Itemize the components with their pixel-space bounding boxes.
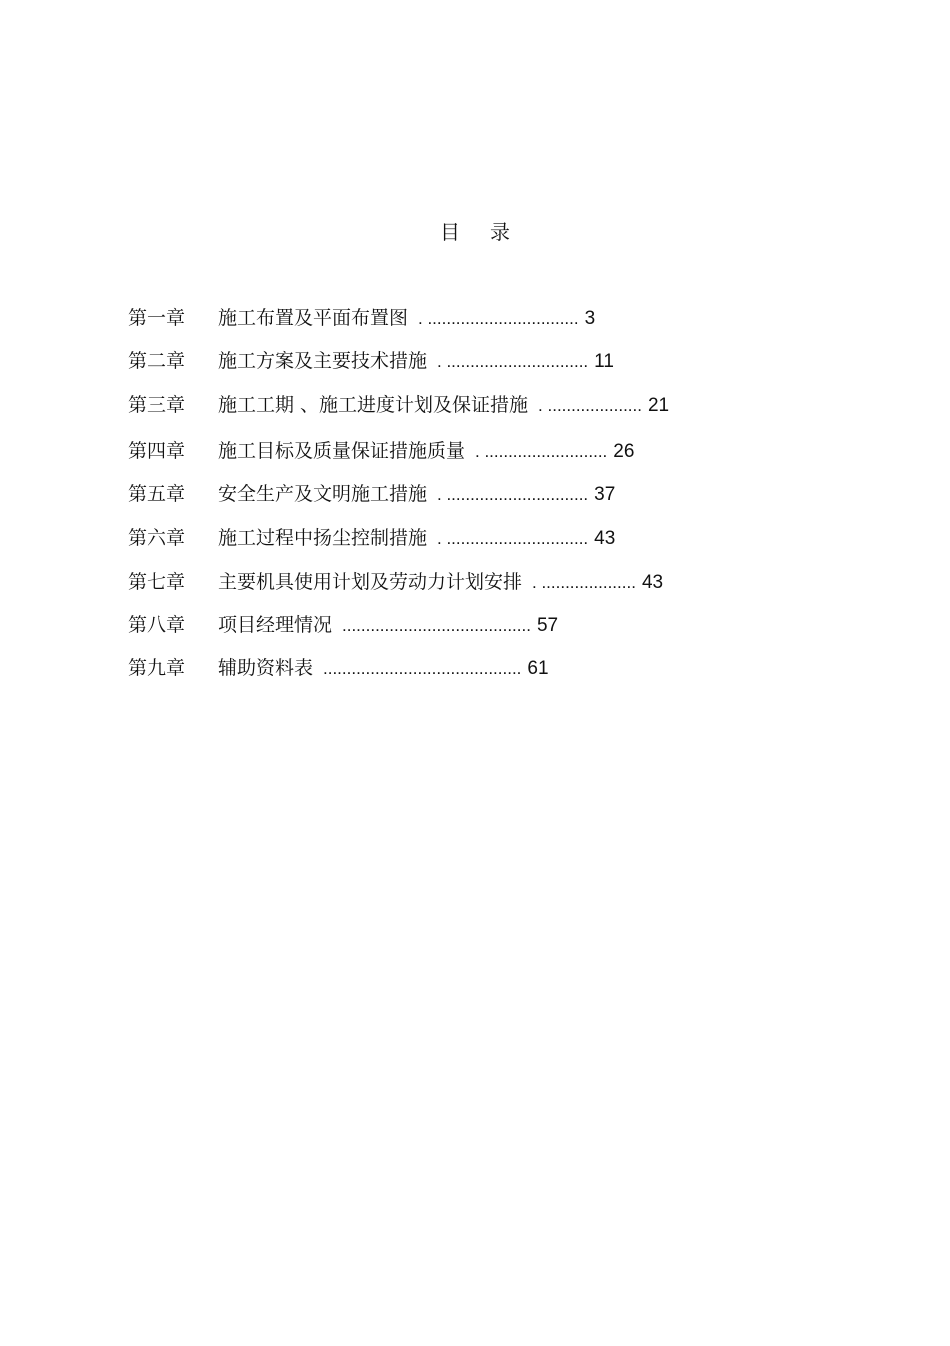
toc-chapter-number: 第一章	[128, 307, 186, 329]
toc-entry-1[interactable]	[128, 305, 595, 331]
toc-chapter-title: 施工过程中扬尘控制措施	[218, 527, 428, 549]
toc-chapter-title: 辅助资料表	[218, 657, 314, 679]
toc-chapter-number: 第八章	[128, 614, 186, 636]
toc-title	[0, 216, 950, 245]
toc-leader-dots: . ..............................	[437, 352, 589, 371]
toc-chapter-number: 第九章	[128, 657, 186, 679]
toc-leader-dots: . ................................	[418, 309, 579, 328]
toc-chapter-title: 项目经理情况	[218, 614, 333, 636]
toc-page-number: 11	[594, 351, 614, 372]
toc-chapter-title: 施工工期 、施工进度计划及保证措施	[218, 394, 529, 416]
toc-page-number: 61	[527, 658, 549, 679]
toc-page-number: 3	[584, 308, 596, 329]
toc-chapter-number: 第七章	[128, 571, 186, 593]
toc-page-number: 57	[536, 615, 559, 636]
toc-chapter-title: 主要机具使用计划及劳动力计划安排	[218, 571, 523, 593]
toc-page-number: 43	[641, 572, 664, 593]
toc-leader-dots: . ..............................	[437, 485, 589, 504]
toc-chapter-title: 施工方案及主要技术措施	[218, 350, 428, 372]
toc-title-char-1: 目	[440, 220, 460, 244]
toc-entry-9[interactable]	[128, 655, 549, 681]
toc-entry-6[interactable]	[128, 525, 615, 551]
toc-chapter-number: 第四章	[128, 440, 186, 462]
toc-leader-dots: . ..........................	[475, 442, 608, 461]
toc-chapter-number: 第五章	[128, 483, 186, 505]
toc-chapter-number: 第三章	[128, 394, 186, 416]
toc-chapter-number: 第六章	[128, 527, 186, 549]
toc-page-number: 26	[613, 441, 635, 462]
toc-page-number: 37	[594, 484, 616, 505]
toc-entry-2[interactable]	[128, 348, 614, 374]
toc-chapter-title: 施工布置及平面布置图	[218, 307, 409, 329]
toc-leader-dots: ........................................	[342, 616, 531, 635]
toc-leader-dots: ..........................................	[323, 659, 522, 678]
toc-entry-8[interactable]	[128, 612, 558, 638]
toc-page-number: 21	[647, 395, 670, 416]
toc-page-number: 43	[594, 528, 616, 549]
toc-chapter-title: 安全生产及文明施工措施	[218, 483, 428, 505]
toc-chapter-number: 第二章	[128, 350, 186, 372]
toc-title-char-2: 录	[490, 220, 510, 244]
toc-chapter-title: 施工目标及质量保证措施质量	[218, 440, 466, 462]
toc-entry-3[interactable]	[128, 392, 669, 418]
toc-leader-dots: . ....................	[532, 573, 636, 592]
toc-entry-5[interactable]	[128, 481, 615, 507]
toc-entry-4[interactable]	[128, 438, 634, 464]
toc-leader-dots: . ..............................	[437, 529, 589, 548]
toc-entry-7[interactable]	[128, 569, 663, 595]
toc-leader-dots: . ....................	[538, 396, 642, 415]
